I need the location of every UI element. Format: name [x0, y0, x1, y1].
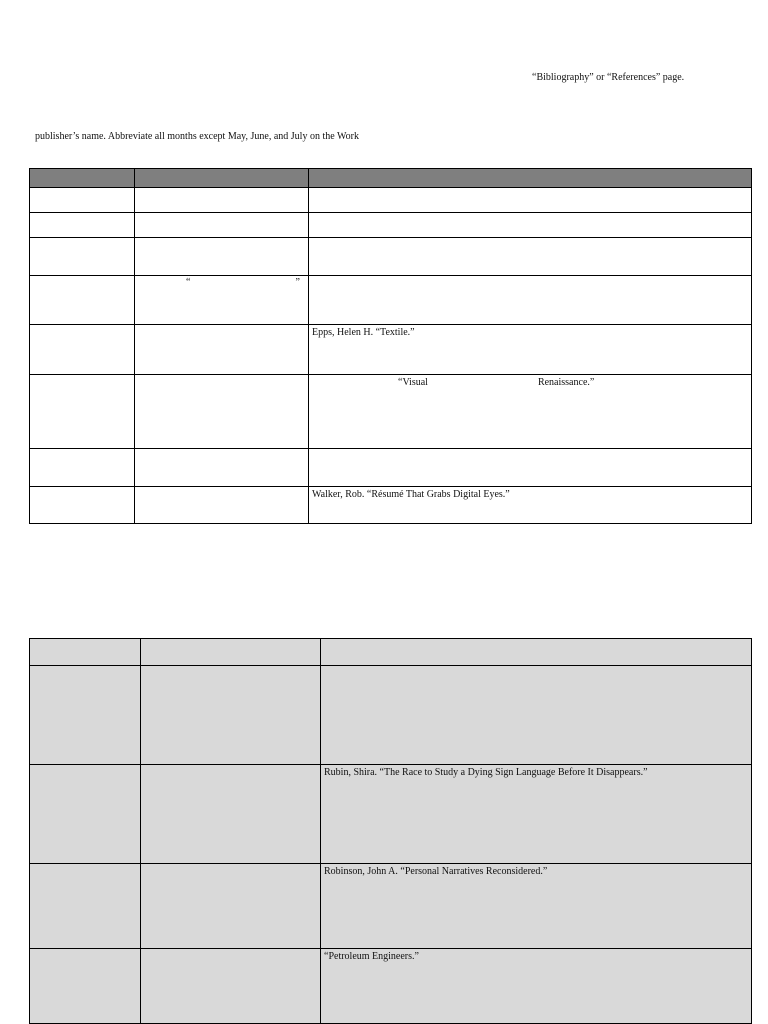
table-cell: [321, 639, 752, 666]
citation-entry: Epps, Helen H. “Textile.”: [312, 327, 415, 338]
header-cell: [135, 169, 309, 188]
table-cell: [321, 864, 752, 949]
table-cell: [135, 238, 309, 276]
table-cell: [321, 666, 752, 765]
open-quote-mark: “: [186, 277, 191, 288]
table-cell: [141, 765, 321, 864]
table-cell: [309, 188, 752, 213]
table-cell: [30, 276, 135, 325]
citation-entry: Robinson, John A. “Personal Narratives Reconsidered.”: [324, 866, 548, 877]
table-cell: [30, 864, 141, 949]
table-cell: [309, 449, 752, 487]
table-cell: [321, 949, 752, 1024]
table-cell: [30, 639, 141, 666]
table-row: [30, 375, 752, 449]
table-cell: [309, 375, 752, 449]
instruction-fragment: publisher’s name. Abbreviate all months except May, June, and July on the Work: [35, 131, 359, 142]
table-cell: [30, 188, 135, 213]
table-header-row: [30, 639, 752, 666]
table-row: [30, 276, 752, 325]
table-cell: [135, 325, 309, 375]
citation-entry: [312, 377, 748, 389]
table-cell: [321, 765, 752, 864]
table-row: [30, 188, 752, 213]
table-cell: [309, 238, 752, 276]
table-cell: [30, 213, 135, 238]
citation-table-2: [29, 638, 752, 1024]
table-cell: [30, 666, 141, 765]
table-cell: [30, 765, 141, 864]
table-cell: [135, 188, 309, 213]
table-row: [30, 666, 752, 765]
table-row: [30, 765, 752, 864]
citation-entry: “Petroleum Engineers.”: [324, 951, 419, 962]
table-cell: [135, 276, 309, 325]
table-cell: [309, 487, 752, 524]
table-cell: [141, 666, 321, 765]
table-cell: [135, 375, 309, 449]
table-cell: [30, 325, 135, 375]
table-row: [30, 487, 752, 524]
header-cell: [309, 169, 752, 188]
table-cell: [141, 639, 321, 666]
citation-table-1: [29, 168, 752, 524]
table-row: [30, 949, 752, 1024]
table-cell: [30, 487, 135, 524]
citation-entry-part: Renaissance.”: [537, 377, 595, 388]
table-cell: [30, 375, 135, 449]
table-row: [30, 864, 752, 949]
table-cell: [309, 325, 752, 375]
table-header-row: [30, 169, 752, 188]
table-cell: [30, 949, 141, 1024]
table-cell: [309, 213, 752, 238]
table-row: [30, 213, 752, 238]
citation-entry: Rubin, Shira. “The Race to Study a Dying Sign Language Before It Disappears.”: [324, 767, 648, 778]
table-cell: [30, 238, 135, 276]
table-cell: [135, 449, 309, 487]
table-cell: [135, 487, 309, 524]
table-row: [30, 449, 752, 487]
table-cell: [141, 864, 321, 949]
table-row: [30, 238, 752, 276]
table-cell: [309, 276, 752, 325]
header-cell: [30, 169, 135, 188]
table-cell: [141, 949, 321, 1024]
close-quote-mark: ”: [295, 277, 300, 288]
table-cell: [30, 449, 135, 487]
citation-entry-part: “Visual: [398, 377, 428, 388]
heading-fragment: “Bibliography” or “References” page.: [532, 72, 685, 83]
citation-entry: Walker, Rob. “Résumé That Grabs Digital Eyes.”: [312, 489, 510, 500]
table-cell: [135, 213, 309, 238]
table-row: [30, 325, 752, 375]
